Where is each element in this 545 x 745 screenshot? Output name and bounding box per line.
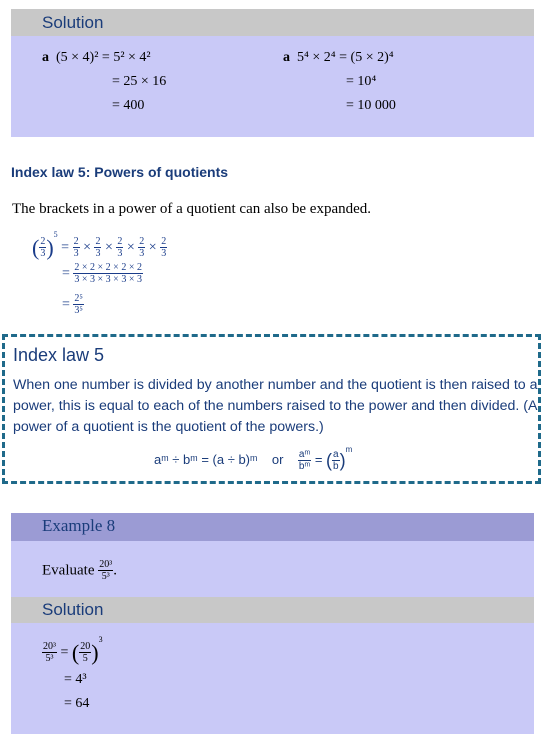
- equation: 5⁴ × 2⁴ = (5 × 2)⁴: [297, 50, 394, 65]
- result-fraction: $\frac{\text{2⁵}}{\text{3⁵}}$: [74, 293, 83, 316]
- formula-rhs-fraction: $\frac{a}{b}$: [333, 448, 339, 472]
- law-formula: aᵐ ÷ bᵐ = (a ÷ b)ᵐ or $\frac{\text{aᵐ}}{\text{bᵐ}}$ = ( $\frac{a}{b}$ )$^m$: [154, 445, 353, 472]
- section-title: Index law 5: Powers of quotients: [11, 164, 229, 180]
- solution-header-label: Solution: [42, 13, 104, 32]
- equation: (5 × 4)² = 5² × 4²: [56, 50, 151, 65]
- example-solution-header: [11, 597, 534, 623]
- solution-a-line2: = 25 × 16: [112, 74, 167, 89]
- solution-b-line3: = 10 000: [346, 98, 396, 113]
- part-label: a: [283, 50, 290, 65]
- rhs-fraction: $\frac{20}{5}$: [80, 640, 91, 664]
- example-header: Example 8: [11, 513, 534, 541]
- product-fraction: $\frac{2 \times 2 \times 2 \times 2 \times 2}{3 \times 3 \times 3 \times 3 \times 3}$: [74, 262, 142, 285]
- example-solution-panel: [11, 623, 534, 734]
- solution-b-line2: = 10⁴: [346, 74, 377, 89]
- solution-header: [11, 9, 534, 36]
- law-text: When one number is divided by another number and the quotient is then raised to a power, this is equal to each of the numbers raised to the power and then divided. (A power of a quotient is the quotient of the powers.): [13, 377, 538, 435]
- lhs-fraction: $\frac{\text{20³}}{\text{5³}}$: [43, 640, 56, 664]
- formula-or: or: [271, 452, 284, 467]
- example-solution-line3: = 64: [64, 696, 90, 711]
- example-panel: [11, 541, 534, 597]
- solution-b-line1: [283, 50, 394, 66]
- expansion-line1: ( $\frac{2}{3}$ )$^5$ = $\frac{2}{3}$ × $\frac{2}{3}$ × $\frac{2}{3}$ × $\frac{2}{3}$ × $\frac{2}{3}$: [32, 230, 167, 260]
- expansion-line2: = $\frac{2 \times 2 \times 2 \times 2 \times 2}{3 \times 3 \times 3 \times 3 \times 3}$: [62, 262, 142, 285]
- example-prompt: Evaluate $\frac{\text{20³}}{\text{5³}}$ .: [42, 559, 117, 582]
- example-fraction: $\frac{\text{20³}}{\text{5³}}$: [99, 559, 113, 582]
- solution-a-line1: [42, 50, 151, 66]
- example-solution-header-label: Solution: [42, 600, 104, 619]
- fraction: $\frac{2}{3}$: [40, 235, 46, 259]
- expansion-line3: = $\frac{\text{2⁵}}{\text{3⁵}}$: [62, 293, 83, 316]
- formula-fraction: $\frac{\text{aᵐ}}{\text{bᵐ}}$: [298, 448, 311, 472]
- example-solution-line2: = 4³: [64, 672, 87, 687]
- part-label: a: [42, 50, 49, 65]
- solution-panel: [11, 36, 534, 137]
- exponent: 5: [53, 230, 58, 239]
- formula-left: aᵐ ÷ bᵐ = (a ÷ b)ᵐ: [154, 452, 258, 467]
- example-solution-line1: $\frac{\text{20³}}{\text{5³}}$ = ( $\frac{20}{5}$ )$^3$: [43, 635, 103, 665]
- intro-paragraph: The brackets in a power of a quotient can also be expanded.: [12, 201, 372, 217]
- index-law-box: [2, 334, 541, 484]
- solution-a-line3: = 400: [112, 98, 145, 113]
- law-title: Index law 5: [13, 345, 105, 365]
